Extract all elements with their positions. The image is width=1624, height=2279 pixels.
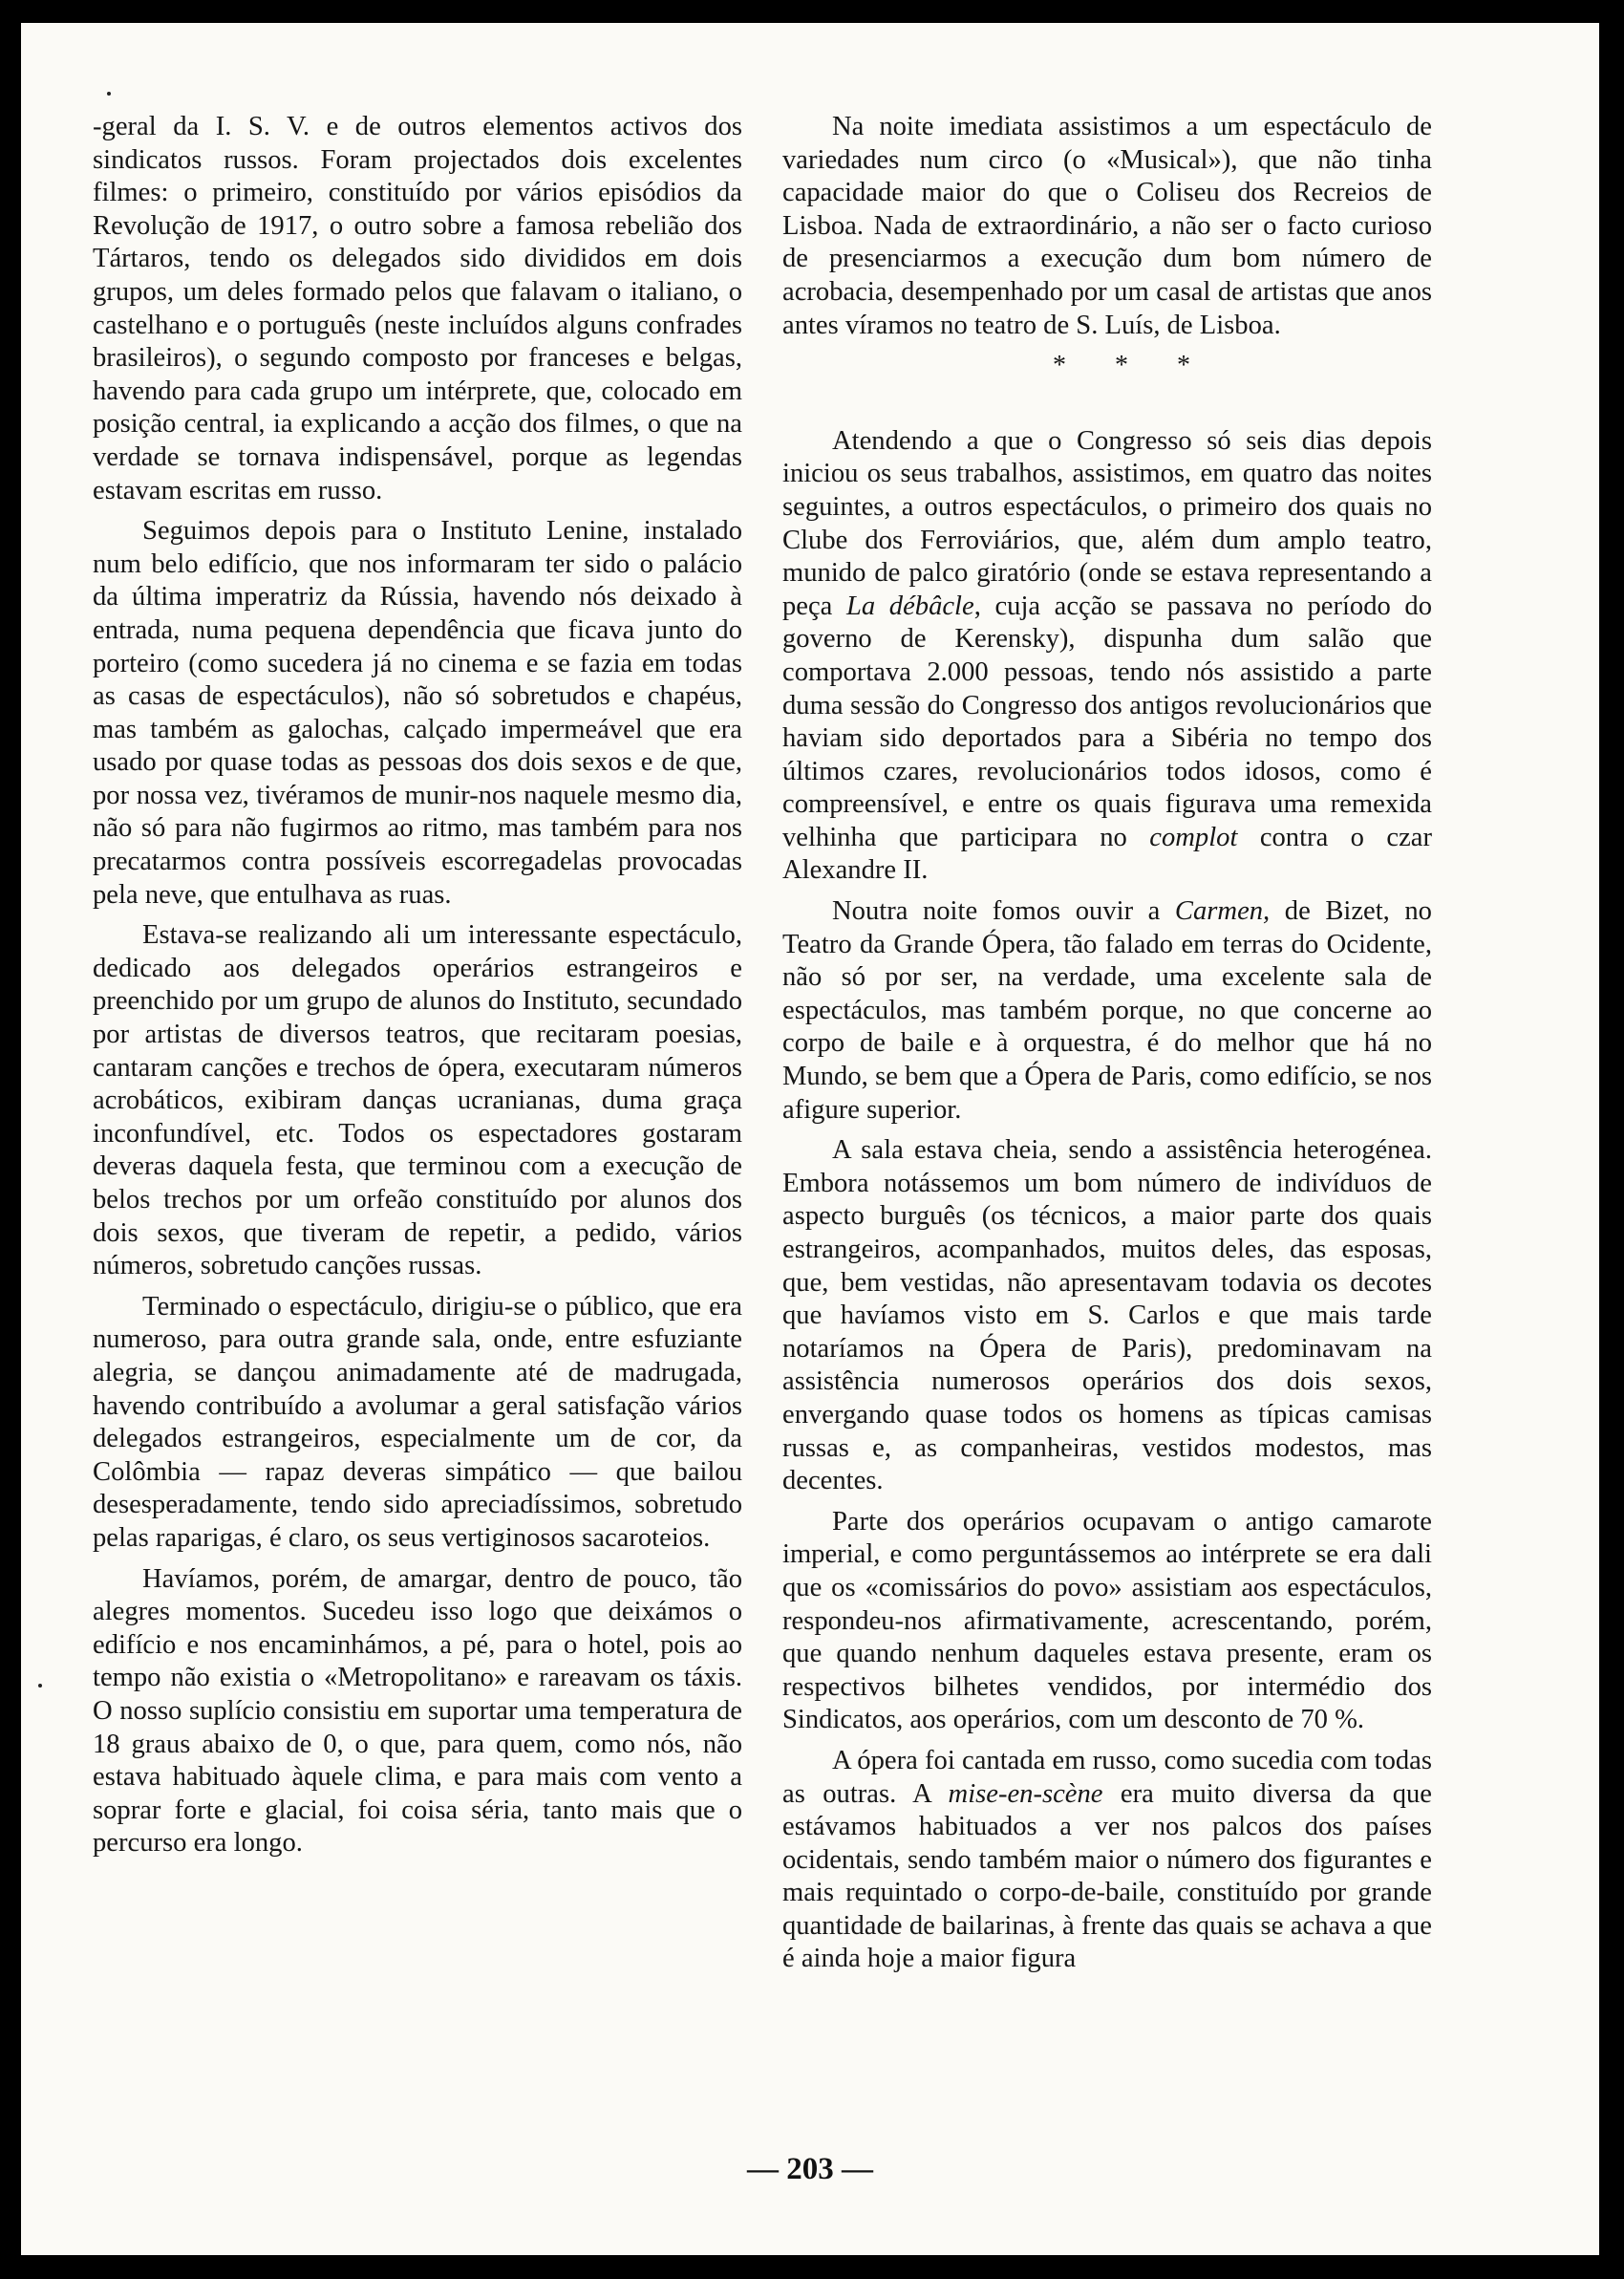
paragraph xyxy=(782,895,1432,1127)
paragraph: Havíamos, porém, de amargar, dentro de pouco, tão alegres momentos. Sucedeu isso logo que deixámos o edifício e nos encaminhámos, a pé, para o hotel, pois ao tempo não existia o «Metropolitano» e rareavam os táxis. O nosso suplício consistiu em suportar uma temperatura de 18 graus abaixo de 0, o que, para quem, como nós, não estava habituado àquele clima, e para mais com vento a soprar forte e glacial, foi coisa séria, tanto mais que o percurso era longo. xyxy=(93,1563,742,1859)
paragraph-text: Noutra noite fomos ouvir a xyxy=(832,896,1175,927)
page-number: — 203 — xyxy=(747,2152,873,2186)
paragraph: Na noite imediata assistimos a um espectáculo de variedades num circo (o «Musical»), que não tinha capacidade maior do que o Coliseu dos Recreios de Lisboa. Nada de extraordinário, a não ser o facto curioso de presenciarmos a execução dum bom número de acrobacia, desempenhado por um casal de artistas que anos antes víramos no teatro de S. Luís, de Lisboa. xyxy=(782,112,1432,340)
italic-term: mise-en-scène xyxy=(948,1778,1103,1809)
italic-term: complot xyxy=(1149,822,1238,852)
paragraph-text: era muito diversa da que estávamos habituados a ver nos palcos dos países ocidentais, sendo também maior o número dos figurantes e mais requintado o corpo-de-baile, constituído por grande quantidade de bailarinas, à frente das quais se achava a que é ainda hoje a maior figura xyxy=(782,1778,1432,1974)
paragraph: -geral da I. S. V. e de outros elementos activos dos sindicatos russos. Foram projectados dois excelentes filmes: o primeiro, constituído por vários episódios da Revolução de 1917, o outro sobre a famosa rebelião dos Tártaros, tendo os delegados sido divididos em dois grupos, um deles formado pelos que falavam o italiano, o castelhano e o português (neste incluídos alguns confrades brasileiros), o segundo composto por franceses e belgas, havendo para cada grupo um intérprete, que, colocado em posição central, ia explicando a acção dos filmes, o que na verdade se tornava indispensável, porque as legendas estavam escritas em russo. xyxy=(93,112,742,505)
paragraph-text: Atendendo a que o Congresso só seis dias depois iniciou os seus trabalhos, assistimos, em quatro das noites seguintes, a outros espectáculos, o primeiro dos quais no Clube dos Ferroviários, que, além dum amplo teatro, munido de palco giratório (onde se estava representando a peça xyxy=(782,425,1432,621)
paragraph-text: de Bizet, no Teatro da Grande Ópera, tão falado em terras do Ocidente, não só por ser, na verdade, uma excelente sala de espectáculos, mas também porque, no que concerne ao corpo de baile e à orquestra, é do melhor que há no Mundo, se bem que a Ópera de Paris, como edifício, se nos afigure superior. xyxy=(782,896,1432,1125)
paragraph: Terminado o espectáculo, dirigiu-se o público, que era numeroso, para outra grande sala, onde, entre esfuziante alegria, se dançou animadamente até de madrugada, havendo contribuído a avolumar a geral satisfação vários delegados estrangeiros, especialmente um de cor, da Colômbia — rapaz deveras simpático — que bailou desesperadamente, tendo sido apreciadíssimos, sobretudo pelas raparigas, é claro, os seus vertiginosos sacaroteios. xyxy=(93,1291,742,1553)
paragraph xyxy=(782,425,1432,888)
italic-title: Carmen, xyxy=(1174,896,1271,927)
paragraph: Parte dos operários ocupavam o antigo camarote imperial, e como perguntássemos ao intérprete se era dali que os «comissários do povo» assistiam aos espectáculos, respondeu-nos afirmativamente, acrescentando, porém, que quando nenhum daqueles estava presente, eram os respectivos bilhetes vendidos, por intermédio dos Sindicatos, aos operários, com um desconto de 70 %. xyxy=(782,1506,1432,1735)
paragraph xyxy=(782,1745,1432,1976)
speck-mark xyxy=(107,92,111,96)
speck-mark xyxy=(38,1684,42,1688)
section-separator: * * * xyxy=(1053,351,1211,381)
paragraph: Estava-se realizando ali um interessante espectáculo, dedicado aos delegados operários estrangeiros e preenchido por um grupo de alunos do Instituto, secundado por artistas de diversos teatros, que recitaram poesias, cantaram canções e trechos de ópera, executaram números acrobáticos, exibiram danças ucranianas, duma graça inconfundível, etc. Todos os espectadores gostaram deveras daquela festa, que terminou com a execução de belos trechos por um orfeão constituído por alunos dos dois sexos, que tiveram de repetir, a pedido, vários números, sobretudo canções russas. xyxy=(93,920,742,1281)
paragraph-text: A ópera foi cantada em russo, como sucedia com todas as outras. A xyxy=(782,1745,1432,1809)
right-column xyxy=(782,111,1432,1984)
left-column xyxy=(93,111,742,1868)
paragraph-text: , cuja acção se passava no período do governo de Kerensky), dispunha dum salão que comportava 2.000 pessoas, tendo nós assistido a parte duma sessão do Congresso dos antigos revolucionários que haviam sido deportados para a Sibéria no tempo dos últimos czares, revolucionários todos idosos, como é compreensível, e entre os quais figurava uma remexida velhinha que participara no xyxy=(782,591,1432,852)
paragraph: Seguimos depois para o Instituto Lenine, instalado num belo edifício, que nos informaram ter sido o palácio da última imperatriz da Rússia, havendo nós deixado à entrada, numa pequena dependência que ficava junto do porteiro (como sucedera já no cinema e se fazia em todas as casas de espectáculos), não só sobretudos e chapéus, mas também as galochas, calçado impermeável que era usado por quase todas as pessoas dos dois sexos e de que, por nossa vez, tivéramos de munir-nos naquele mesmo dia, não só para não fugirmos ao ritmo, mas também para nos precatarmos contra possíveis escorregadelas provocadas pela neve, que entulhava as ruas. xyxy=(93,516,742,910)
paragraph: A sala estava cheia, sendo a assistência heterogénea. Embora notássemos um bom número de indivíduos de aspecto burguês (os técnicos, a maior parte dos quais estrangeiros, acompanhados, muitos deles, das esposas, que, bem vestidas, não apresentavam todavia os decotes que havíamos visto em S. Carlos e que mais tarde notaríamos na Ópera de Paris), predominavam na assistência numerosos operários dos dois sexos, envergando quase todos os homens as típicas camisas russas e, as companheiras, vestidos modestos, mas decentes. xyxy=(782,1135,1432,1496)
paragraph-text: contra o czar Alexandre II. xyxy=(782,822,1432,886)
document-page xyxy=(21,23,1599,2255)
italic-title: La débâcle xyxy=(845,591,974,621)
